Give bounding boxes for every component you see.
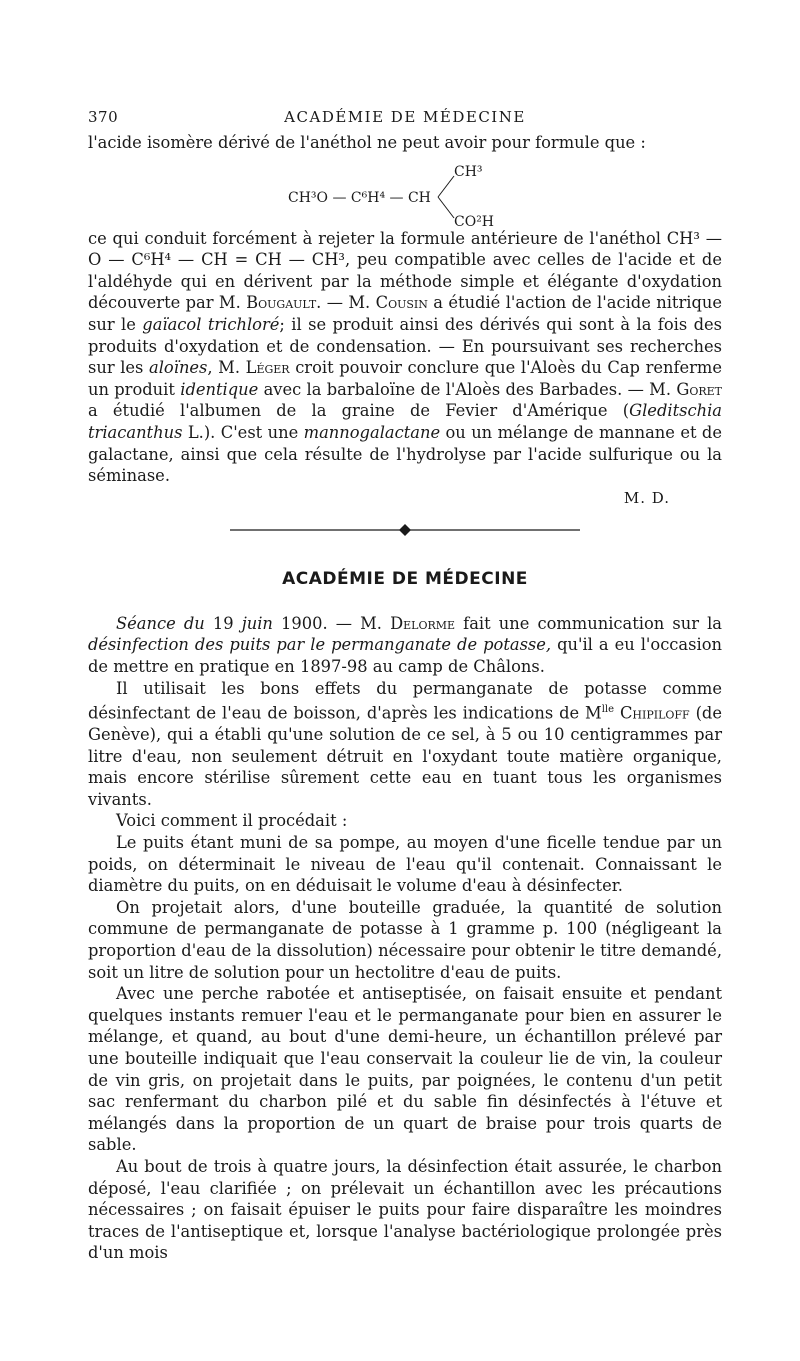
formula-lower-branch: CO²H bbox=[454, 213, 495, 230]
author-name: Chipiloff bbox=[619, 703, 690, 723]
chemical-formula bbox=[88, 154, 722, 228]
author-name: Léger bbox=[245, 358, 290, 378]
divider-ornament bbox=[230, 523, 580, 537]
section-divider bbox=[88, 509, 722, 557]
author-name: Cousin bbox=[375, 293, 428, 313]
signature: M. D. bbox=[623, 488, 670, 507]
author-name: Delorme bbox=[390, 613, 456, 633]
page bbox=[88, 108, 722, 1264]
intro-line: l'acide isomère dérivé de l'anéthol ne peut avoir pour formule que : bbox=[88, 133, 646, 152]
section-paragraph: Au bout de trois à quatre jours, la désinfection était assurée, le charbon déposé, l'eau clarifiée ; on prélevait un échantillon avec les précautions nécessaires ; on faisait épuiser le puits pour faire disparaître les moindres traces de l'antiseptique et, lorsque l'analyse bactériologique prolongée près d'un mois bbox=[88, 1156, 722, 1263]
report-paragraph: ce qui conduit forcément à rejeter la formule antérieure de l'anéthol CH³ — O — C⁶H⁴ — CH = CH — CH³, peu compatible avec celles de l'acide et de l'aldéhyde qui en dérivent par la méthode simple et élégante d'oxydation découverte par M. Bougault. — M. Cousin a étudié l'action de l'acide nitrique sur le gaïacol trichloré; il se produit ainsi des dérivés qui sont à la fois des produits d'oxydation et de condensation. — En poursuivant ses recherches sur les aloïnes, M. Léger croit pouvoir conclure que l'Aloès du Cap renferme un produit identique avec la barbaloïne de l'Aloès des Barbades. — M. Goret a étudié l'albumen de la graine de Fevier d'Amérique (Gleditschia triacanthus L.). C'est une mannogalactane ou un mélange de mannane et de galactane, ainsi que cela résulte de l'hydrolyse par l'acide sulfurique ou la séminase. bbox=[88, 228, 723, 486]
formula-branch-lines bbox=[436, 174, 456, 220]
section-paragraph: Voici comment il procédait : bbox=[116, 811, 348, 831]
section-paragraph: Le puits étant muni de sa pompe, au moyen d'une ficelle tendue par un poids, on déterminait le niveau de l'eau qu'il contenait. Connaissant le diamètre du puits, on en déduisait le volume d'eau à désinfecter. bbox=[88, 833, 722, 896]
section-paragraph: Il utilisait les bons effets du permanganate de potasse comme désinfectant de l'eau de boisson, d'après les indications de $M^{lle}$ Chipiloff (de Genève), qui a établi qu'une solution de ce sel, à 5 ou 10 centigrammes par litre d'eau, non seulement détruit en l'oxydant toute matière organique, mais encore stérilise sûrement cette eau en tuant tous les organismes vivants. bbox=[88, 678, 722, 809]
author-name: Bougault bbox=[246, 293, 317, 313]
running-header bbox=[88, 108, 722, 132]
running-title: ACADÉMIE DE MÉDECINE bbox=[284, 108, 526, 126]
page-number: 370 bbox=[88, 108, 119, 126]
formula-upper-branch: CH³ bbox=[454, 163, 483, 180]
section-paragraph: Séance du 19 juin 1900. — M. Delorme fait une communication sur la désinfection des puits par le permanganate de potasse, qu'il a eu l'occasion de mettre en pratique en 1897-98 au camp de Châlons. bbox=[88, 613, 723, 676]
formula-main: CH³O — C⁶H⁴ — CH bbox=[288, 189, 431, 206]
section-paragraph: Avec une perche rabotée et antiseptisée, on faisait ensuite et pendant quelques instants remuer l'eau et le permanganate pour bien en assurer le mélange, et quand, au bout d'une demi-heure, un échantillon prélevé par une bouteille indiquait que l'eau conservait la couleur lie de vin, la couleur de vin gris, on projetait dans le puits, par poignées, le contenu d'un petit sac renfermant du charbon pilé et du sable fin désinfectés à l'étuve et mélangés dans la proportion de un quart de braise pour trois quarts de sable. bbox=[88, 984, 722, 1155]
section-title: ACADÉMIE DE MÉDECINE bbox=[282, 568, 528, 589]
section-paragraph: On projetait alors, d'une bouteille graduée, la quantité de solution commune de permanganate de potasse à 1 gramme p. 100 (négligeant la proportion d'eau de la dissolution) nécessaire pour obtenir le titre demandé, soit un litre de solution pour un hectolitre d'eau de puits. bbox=[88, 897, 722, 982]
author-name: Goret bbox=[676, 379, 723, 399]
